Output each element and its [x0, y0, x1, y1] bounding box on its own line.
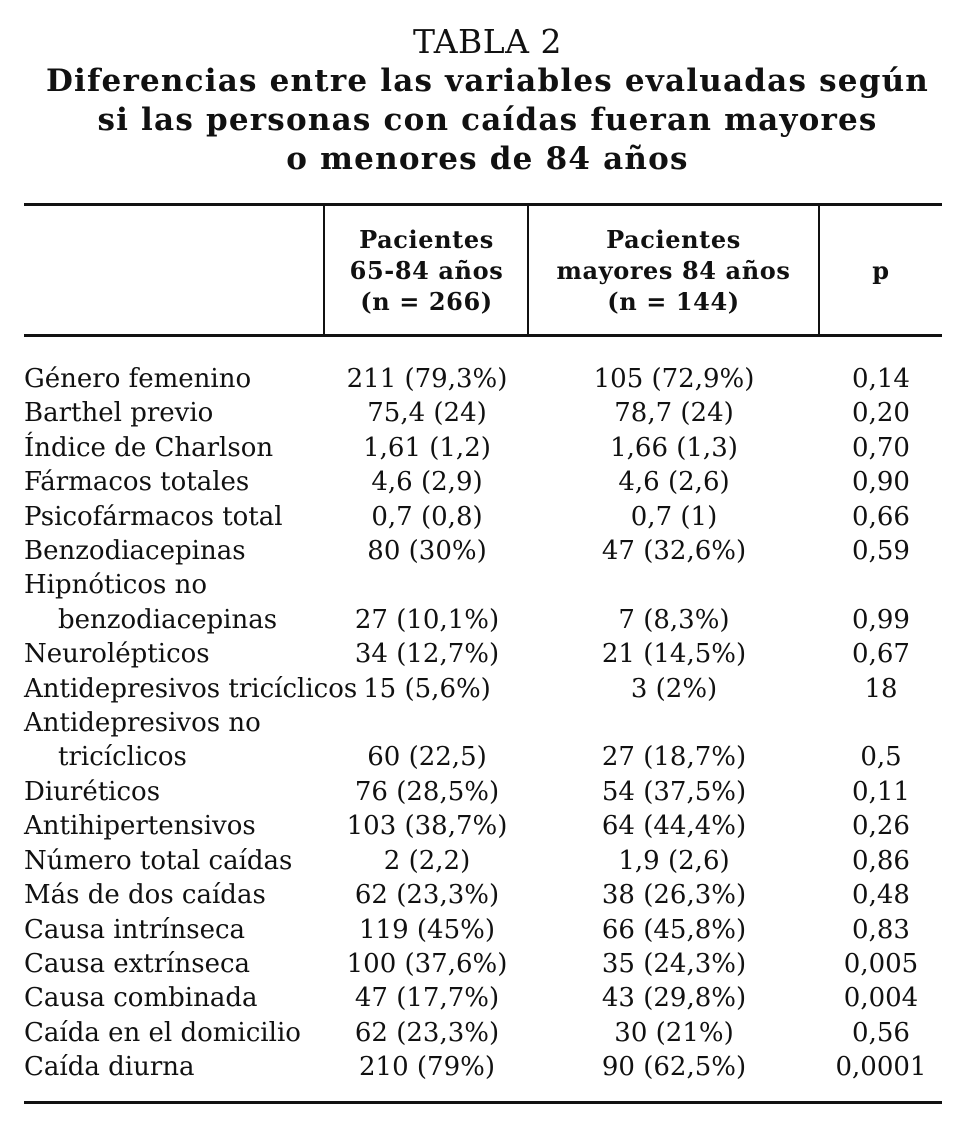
- table-row: [24, 500, 942, 534]
- table-row: [24, 981, 942, 1015]
- table-row: [24, 775, 942, 809]
- row-label: [24, 981, 326, 1015]
- value-group-b: 66 (45,8%): [601, 914, 747, 945]
- p-value: 0,59: [852, 536, 910, 567]
- value-group-a: 211 (79,3%): [346, 364, 508, 394]
- table-row: [24, 362, 942, 396]
- value-group-a: 100 (37,6%): [346, 948, 508, 979]
- row-label-line: benzodiacepinas: [58, 604, 278, 635]
- value-group-a: 76 (28,5%): [354, 776, 500, 807]
- table-heading-line-1: Diferencias entre las variables evaluadas según: [45, 63, 930, 99]
- value-group-a: 4,6 (2,9): [371, 467, 483, 498]
- row-label: [24, 706, 326, 775]
- value-group-b: 21 (14,5%): [601, 639, 747, 670]
- row-label: [24, 913, 326, 947]
- bottom-rule: [24, 1101, 942, 1104]
- p-value: 0,14: [852, 364, 910, 394]
- table-row: [24, 465, 942, 499]
- value-group-b: 1,66 (1,3): [610, 432, 738, 463]
- row-label-line: Índice de Charlson: [24, 432, 274, 463]
- row-label: [24, 672, 358, 706]
- row-label: [24, 396, 326, 430]
- table-heading-line-3: o menores de 84 años: [286, 141, 689, 177]
- row-label-line: Psicofármacos total: [24, 501, 283, 532]
- value-group-b: 47 (32,6%): [601, 536, 747, 567]
- row-label-line: Género femenino: [24, 364, 252, 394]
- row-label: [24, 637, 326, 671]
- table-row: [24, 534, 942, 568]
- column-header-p: [820, 206, 942, 334]
- table-row: [24, 878, 942, 912]
- value-group-a: 0,7 (0,8): [371, 501, 483, 532]
- header-rule: [24, 334, 942, 337]
- table-row: [24, 431, 942, 465]
- p-value: 0,99: [852, 604, 910, 635]
- row-label: [24, 809, 326, 843]
- value-group-b: 90 (62,5%): [601, 1052, 747, 1083]
- p-value: 0,86: [852, 845, 910, 876]
- column-header-line: (n = 144): [607, 286, 740, 316]
- value-group-a: 210 (79%): [359, 1052, 495, 1083]
- value-group-b: 1,9 (2,6): [618, 845, 730, 876]
- table-row: [24, 706, 942, 775]
- p-value: 18: [864, 673, 898, 704]
- value-group-b: 105 (72,9%): [593, 364, 755, 394]
- value-group-b: 78,7 (24): [614, 398, 734, 429]
- p-value: 0,20: [852, 398, 910, 429]
- row-label: [24, 534, 326, 568]
- row-label-line: Fármacos totales: [24, 467, 250, 498]
- value-group-b: 35 (24,3%): [601, 948, 747, 979]
- table-row: [24, 637, 942, 671]
- row-label-line: Antidepresivos tricíclicos: [24, 673, 358, 704]
- row-label-line: Caída diurna: [24, 1052, 195, 1083]
- value-group-a: 75,4 (24): [367, 398, 487, 429]
- table-row: [24, 1016, 942, 1050]
- row-label-line: Hipnóticos no: [24, 570, 208, 601]
- p-value: 0,005: [843, 948, 919, 979]
- value-group-b: 43 (29,8%): [601, 983, 747, 1014]
- p-value: 0,48: [852, 880, 910, 911]
- column-header-line: p: [872, 255, 890, 285]
- row-label: [24, 568, 326, 637]
- column-header-line: (n = 266): [360, 286, 493, 316]
- table-row: [24, 1050, 942, 1084]
- row-label: [24, 500, 326, 534]
- table-heading-line-2: si las personas con caídas fueran mayores: [97, 102, 878, 138]
- table-title: [0, 22, 975, 179]
- value-group-b: 7 (8,3%): [618, 604, 730, 635]
- row-label-line: Caída en el domicilio: [24, 1017, 301, 1048]
- row-label-line: Número total caídas: [24, 845, 293, 876]
- value-group-b: 54 (37,5%): [601, 776, 747, 807]
- row-label: [24, 947, 326, 981]
- value-group-b: 0,7 (1): [630, 501, 718, 532]
- value-group-a: 1,61 (1,2): [363, 432, 491, 463]
- row-label-line: Más de dos caídas: [24, 880, 266, 911]
- row-label: [24, 362, 326, 396]
- p-value: 0,90: [852, 467, 910, 498]
- table-row: [24, 947, 942, 981]
- row-label-line: Antidepresivos no: [24, 708, 261, 739]
- column-header-line: Pacientes: [606, 224, 741, 254]
- p-value: 0,26: [852, 811, 910, 842]
- table-row: [24, 672, 942, 706]
- row-label: [24, 1050, 326, 1084]
- value-group-b: 27 (18,7%): [601, 742, 747, 773]
- table-row: [24, 568, 942, 637]
- p-value: 0,004: [843, 983, 919, 1014]
- p-value: 0,66: [852, 501, 910, 532]
- row-label: [24, 431, 326, 465]
- row-label-line: Benzodiacepinas: [24, 536, 246, 567]
- row-label-line: Causa extrínseca: [24, 948, 251, 979]
- column-header-line: mayores 84 años: [556, 255, 791, 285]
- value-group-a: 2 (2,2): [383, 845, 471, 876]
- value-group-a: 103 (38,7%): [346, 811, 508, 842]
- table-row: [24, 396, 942, 430]
- row-label: [24, 1016, 326, 1050]
- column-divider: [323, 206, 325, 334]
- table-row: [24, 844, 942, 878]
- row-label-line: Neurolépticos: [24, 639, 210, 670]
- value-group-a: 47 (17,7%): [354, 983, 500, 1014]
- p-value: 0,70: [852, 432, 910, 463]
- value-group-a: 60 (22,5): [367, 742, 487, 773]
- table-row: [24, 809, 942, 843]
- table-number: TABLA 2: [412, 22, 563, 61]
- row-label: [24, 844, 326, 878]
- value-group-a: 27 (10,1%): [354, 604, 500, 635]
- row-label-line: Causa combinada: [24, 983, 258, 1014]
- row-label: [24, 878, 326, 912]
- value-group-a: 62 (23,3%): [354, 1017, 500, 1048]
- p-value: 0,11: [852, 776, 910, 807]
- value-group-a: 80 (30%): [367, 536, 487, 567]
- value-group-b: 3 (2%): [630, 673, 718, 704]
- value-group-b: 4,6 (2,6): [618, 467, 730, 498]
- column-header-group-b: [529, 206, 818, 334]
- value-group-b: 38 (26,3%): [601, 880, 747, 911]
- table-body: [24, 362, 942, 1085]
- p-value: 0,83: [852, 914, 910, 945]
- row-label: [24, 465, 326, 499]
- column-header-line: 65-84 años: [349, 255, 504, 285]
- p-value: 0,0001: [835, 1052, 927, 1083]
- value-group-b: 64 (44,4%): [601, 811, 747, 842]
- column-header-line: Pacientes: [359, 224, 494, 254]
- row-label-line: tricíclicos: [58, 742, 187, 773]
- value-group-a: 119 (45%): [359, 914, 495, 945]
- p-value: 0,56: [852, 1017, 910, 1048]
- p-value: 0,5: [860, 742, 902, 773]
- row-label-line: Diuréticos: [24, 776, 161, 807]
- value-group-a: 34 (12,7%): [354, 639, 500, 670]
- row-label: [24, 775, 326, 809]
- row-label-line: Antihipertensivos: [24, 811, 256, 842]
- table-row: [24, 913, 942, 947]
- column-header-group-a: [326, 206, 527, 334]
- row-label-line: Barthel previo: [24, 398, 214, 429]
- value-group-b: 30 (21%): [614, 1017, 734, 1048]
- value-group-a: 62 (23,3%): [354, 880, 500, 911]
- row-label-line: Causa intrínseca: [24, 914, 246, 945]
- value-group-a: 15 (5,6%): [363, 673, 491, 704]
- p-value: 0,67: [852, 639, 910, 670]
